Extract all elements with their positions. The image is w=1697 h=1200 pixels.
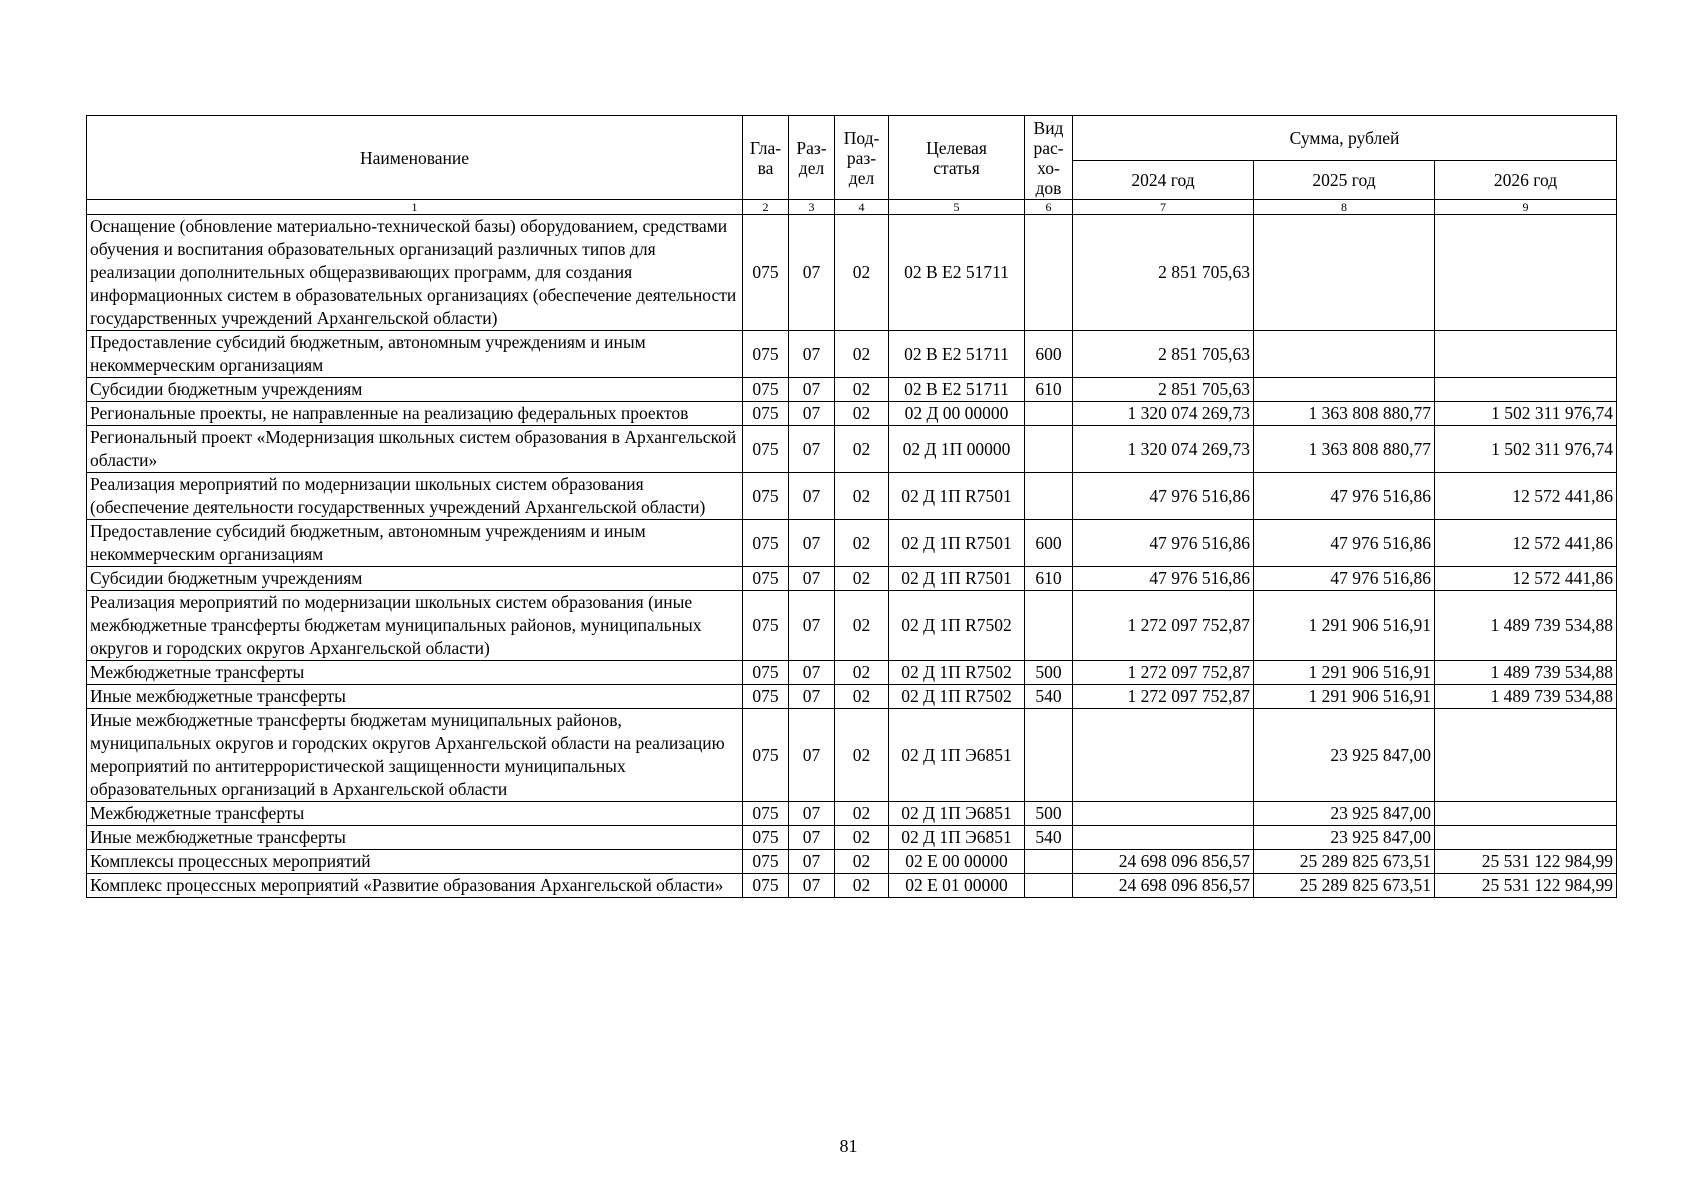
row-amount-2024: 2 851 705,63 (1073, 331, 1254, 378)
row-amount-2024: 2 851 705,63 (1073, 215, 1254, 331)
row-podrazdel: 02 (835, 402, 889, 426)
row-expense-type (1025, 402, 1073, 426)
row-razdel: 07 (789, 402, 835, 426)
row-name: Межбюджетные трансферты (87, 661, 743, 685)
row-amount-2024 (1073, 802, 1254, 826)
column-number: 7 (1073, 200, 1254, 215)
row-name: Иные межбюджетные трансферты (87, 685, 743, 709)
row-name: Комплекс процессных мероприятий «Развитие образования Архангельской области» (87, 874, 743, 898)
row-target-article: 02 Д 1П R7501 (889, 567, 1025, 591)
row-amount-2025: 1 363 808 880,77 (1254, 426, 1435, 473)
row-amount-2026 (1435, 378, 1617, 402)
row-podrazdel: 02 (835, 520, 889, 567)
row-amount-2025 (1254, 331, 1435, 378)
row-target-article: 02 Д 1П R7502 (889, 591, 1025, 661)
row-amount-2025: 23 925 847,00 (1254, 826, 1435, 850)
row-name: Субсидии бюджетным учреждениям (87, 378, 743, 402)
row-podrazdel: 02 (835, 850, 889, 874)
row-amount-2025: 1 363 808 880,77 (1254, 402, 1435, 426)
table-row (87, 661, 1617, 685)
row-amount-2024: 1 272 097 752,87 (1073, 685, 1254, 709)
row-name: Иные межбюджетные трансферты (87, 826, 743, 850)
row-amount-2025: 23 925 847,00 (1254, 802, 1435, 826)
table-row (87, 520, 1617, 567)
row-name: Субсидии бюджетным учреждениям (87, 567, 743, 591)
row-amount-2026: 25 531 122 984,99 (1435, 850, 1617, 874)
row-expense-type (1025, 874, 1073, 898)
row-podrazdel: 02 (835, 378, 889, 402)
header-target-article: Целевая статья (889, 116, 1025, 200)
row-razdel: 07 (789, 709, 835, 802)
row-podrazdel: 02 (835, 591, 889, 661)
header-name: Наименование (87, 116, 743, 200)
table-row (87, 426, 1617, 473)
row-name: Реализация мероприятий по модернизации школьных систем образования (иные межбюджетные трансферты бюджетам муниципальных районов, муниципальных округов и городских округов Архангельской области) (87, 591, 743, 661)
row-glava: 075 (743, 591, 789, 661)
row-amount-2024: 24 698 096 856,57 (1073, 874, 1254, 898)
row-podrazdel: 02 (835, 473, 889, 520)
row-amount-2026: 25 531 122 984,99 (1435, 874, 1617, 898)
header-podrazdel: Под- раз- дел (835, 116, 889, 200)
row-glava: 075 (743, 520, 789, 567)
row-amount-2026: 1 489 739 534,88 (1435, 591, 1617, 661)
row-glava: 075 (743, 826, 789, 850)
header-razdel: Раз- дел (789, 116, 835, 200)
row-amount-2024: 1 320 074 269,73 (1073, 426, 1254, 473)
row-expense-type: 500 (1025, 661, 1073, 685)
row-amount-2025: 25 289 825 673,51 (1254, 874, 1435, 898)
row-amount-2026: 1 502 311 976,74 (1435, 426, 1617, 473)
row-amount-2025: 25 289 825 673,51 (1254, 850, 1435, 874)
row-target-article: 02 В Е2 51711 (889, 331, 1025, 378)
row-target-article: 02 Д 1П Э6851 (889, 709, 1025, 802)
row-glava: 075 (743, 402, 789, 426)
row-amount-2024 (1073, 826, 1254, 850)
table-row (87, 874, 1617, 898)
row-target-article: 02 Д 1П R7502 (889, 661, 1025, 685)
row-name: Иные межбюджетные трансферты бюджетам муниципальных районов, муниципальных округов и городских округов Архангельской области на реализацию мероприятий по антитеррористической защищенности муниципальных образовательных организаций в Архангельской области (87, 709, 743, 802)
table-row (87, 826, 1617, 850)
row-razdel: 07 (789, 661, 835, 685)
row-razdel: 07 (789, 685, 835, 709)
row-expense-type: 540 (1025, 685, 1073, 709)
row-glava: 075 (743, 850, 789, 874)
column-number: 6 (1025, 200, 1073, 215)
row-target-article: 02 Е 00 00000 (889, 850, 1025, 874)
row-amount-2025: 47 976 516,86 (1254, 473, 1435, 520)
row-podrazdel: 02 (835, 874, 889, 898)
row-glava: 075 (743, 874, 789, 898)
header-year-2024: 2024 год (1073, 161, 1254, 200)
row-target-article: 02 Д 1П R7501 (889, 473, 1025, 520)
row-razdel: 07 (789, 520, 835, 567)
row-amount-2025 (1254, 378, 1435, 402)
row-name: Комплексы процессных мероприятий (87, 850, 743, 874)
row-expense-type (1025, 215, 1073, 331)
header-sum: Сумма, рублей (1073, 116, 1617, 161)
row-name: Региональный проект «Модернизация школьных систем образования в Архангельской области» (87, 426, 743, 473)
row-amount-2024: 47 976 516,86 (1073, 473, 1254, 520)
row-target-article: 02 Д 1П R7502 (889, 685, 1025, 709)
row-amount-2025: 47 976 516,86 (1254, 567, 1435, 591)
row-amount-2026 (1435, 215, 1617, 331)
row-target-article: 02 Е 01 00000 (889, 874, 1025, 898)
row-glava: 075 (743, 802, 789, 826)
row-expense-type: 600 (1025, 331, 1073, 378)
row-target-article: 02 Д 1П 00000 (889, 426, 1025, 473)
row-target-article: 02 Д 1П Э6851 (889, 826, 1025, 850)
row-glava: 075 (743, 378, 789, 402)
row-glava: 075 (743, 661, 789, 685)
row-expense-type (1025, 850, 1073, 874)
row-podrazdel: 02 (835, 685, 889, 709)
row-podrazdel: 02 (835, 826, 889, 850)
row-expense-type: 600 (1025, 520, 1073, 567)
row-razdel: 07 (789, 215, 835, 331)
row-name: Реализация мероприятий по модернизации школьных систем образования (обеспечение деятельности государственных учреждений Архангельской области) (87, 473, 743, 520)
row-name: Оснащение (обновление материально-технической базы) оборудованием, средствами обучения и воспитания образовательных организаций различных типов для реализации дополнительных общеразвивающих программ, для создания информационных систем в образовательных организациях (обеспечение деятельности государственных учреждений Архангельской области) (87, 215, 743, 331)
column-number: 5 (889, 200, 1025, 215)
row-amount-2026: 12 572 441,86 (1435, 473, 1617, 520)
row-expense-type: 610 (1025, 378, 1073, 402)
budget-table (86, 115, 1617, 898)
header-year-2025: 2025 год (1254, 161, 1435, 200)
row-target-article: 02 Д 1П Э6851 (889, 802, 1025, 826)
row-podrazdel: 02 (835, 709, 889, 802)
column-number: 9 (1435, 200, 1617, 215)
row-name: Межбюджетные трансферты (87, 802, 743, 826)
table-row (87, 802, 1617, 826)
table-row (87, 850, 1617, 874)
row-amount-2026 (1435, 709, 1617, 802)
row-amount-2024: 2 851 705,63 (1073, 378, 1254, 402)
row-amount-2025: 1 291 906 516,91 (1254, 661, 1435, 685)
row-podrazdel: 02 (835, 802, 889, 826)
row-amount-2024: 1 272 097 752,87 (1073, 591, 1254, 661)
row-amount-2025: 1 291 906 516,91 (1254, 685, 1435, 709)
row-amount-2024 (1073, 709, 1254, 802)
row-expense-type: 500 (1025, 802, 1073, 826)
table-body (87, 215, 1617, 898)
row-amount-2025: 23 925 847,00 (1254, 709, 1435, 802)
row-expense-type (1025, 473, 1073, 520)
column-number: 2 (743, 200, 789, 215)
row-amount-2024: 1 320 074 269,73 (1073, 402, 1254, 426)
row-amount-2026 (1435, 802, 1617, 826)
row-amount-2025: 47 976 516,86 (1254, 520, 1435, 567)
row-razdel: 07 (789, 826, 835, 850)
row-target-article: 02 В Е2 51711 (889, 215, 1025, 331)
row-razdel: 07 (789, 874, 835, 898)
table-row (87, 473, 1617, 520)
row-razdel: 07 (789, 802, 835, 826)
row-amount-2025: 1 291 906 516,91 (1254, 591, 1435, 661)
row-amount-2024: 47 976 516,86 (1073, 520, 1254, 567)
row-name: Предоставление субсидий бюджетным, автономным учреждениям и иным некоммерческим организациям (87, 520, 743, 567)
header-glava: Гла- ва (743, 116, 789, 200)
row-razdel: 07 (789, 378, 835, 402)
row-amount-2024: 1 272 097 752,87 (1073, 661, 1254, 685)
table-row (87, 331, 1617, 378)
row-name: Предоставление субсидий бюджетным, автономным учреждениям и иным некоммерческим организациям (87, 331, 743, 378)
row-amount-2026 (1435, 826, 1617, 850)
row-razdel: 07 (789, 567, 835, 591)
column-number: 1 (87, 200, 743, 215)
row-expense-type (1025, 709, 1073, 802)
row-amount-2026: 1 489 739 534,88 (1435, 661, 1617, 685)
table-row (87, 402, 1617, 426)
row-glava: 075 (743, 215, 789, 331)
row-amount-2026: 1 502 311 976,74 (1435, 402, 1617, 426)
row-amount-2024: 47 976 516,86 (1073, 567, 1254, 591)
row-amount-2024: 24 698 096 856,57 (1073, 850, 1254, 874)
row-razdel: 07 (789, 473, 835, 520)
header-year-2026: 2026 год (1435, 161, 1617, 200)
table-row (87, 567, 1617, 591)
column-number: 4 (835, 200, 889, 215)
table-row (87, 378, 1617, 402)
row-target-article: 02 Д 00 00000 (889, 402, 1025, 426)
row-podrazdel: 02 (835, 661, 889, 685)
row-amount-2026 (1435, 331, 1617, 378)
column-number-row (87, 200, 1617, 215)
row-glava: 075 (743, 567, 789, 591)
row-amount-2026: 12 572 441,86 (1435, 567, 1617, 591)
row-target-article: 02 В Е2 51711 (889, 378, 1025, 402)
table-row (87, 685, 1617, 709)
row-amount-2025 (1254, 215, 1435, 331)
row-expense-type: 540 (1025, 826, 1073, 850)
row-glava: 075 (743, 709, 789, 802)
row-amount-2026: 1 489 739 534,88 (1435, 685, 1617, 709)
column-number: 8 (1254, 200, 1435, 215)
row-expense-type (1025, 591, 1073, 661)
row-podrazdel: 02 (835, 426, 889, 473)
column-number: 3 (789, 200, 835, 215)
row-glava: 075 (743, 426, 789, 473)
row-glava: 075 (743, 331, 789, 378)
row-name: Региональные проекты, не направленные на реализацию федеральных проектов (87, 402, 743, 426)
row-razdel: 07 (789, 426, 835, 473)
table-row (87, 709, 1617, 802)
row-podrazdel: 02 (835, 567, 889, 591)
row-podrazdel: 02 (835, 215, 889, 331)
row-amount-2026: 12 572 441,86 (1435, 520, 1617, 567)
row-glava: 075 (743, 473, 789, 520)
row-podrazdel: 02 (835, 331, 889, 378)
table-row (87, 591, 1617, 661)
row-razdel: 07 (789, 591, 835, 661)
row-expense-type (1025, 426, 1073, 473)
row-glava: 075 (743, 685, 789, 709)
row-razdel: 07 (789, 850, 835, 874)
table-row (87, 215, 1617, 331)
page-number: 81 (839, 1136, 858, 1156)
row-razdel: 07 (789, 331, 835, 378)
row-target-article: 02 Д 1П R7501 (889, 520, 1025, 567)
header-expense-type: Вид рас- хо- дов (1025, 116, 1073, 200)
row-expense-type: 610 (1025, 567, 1073, 591)
